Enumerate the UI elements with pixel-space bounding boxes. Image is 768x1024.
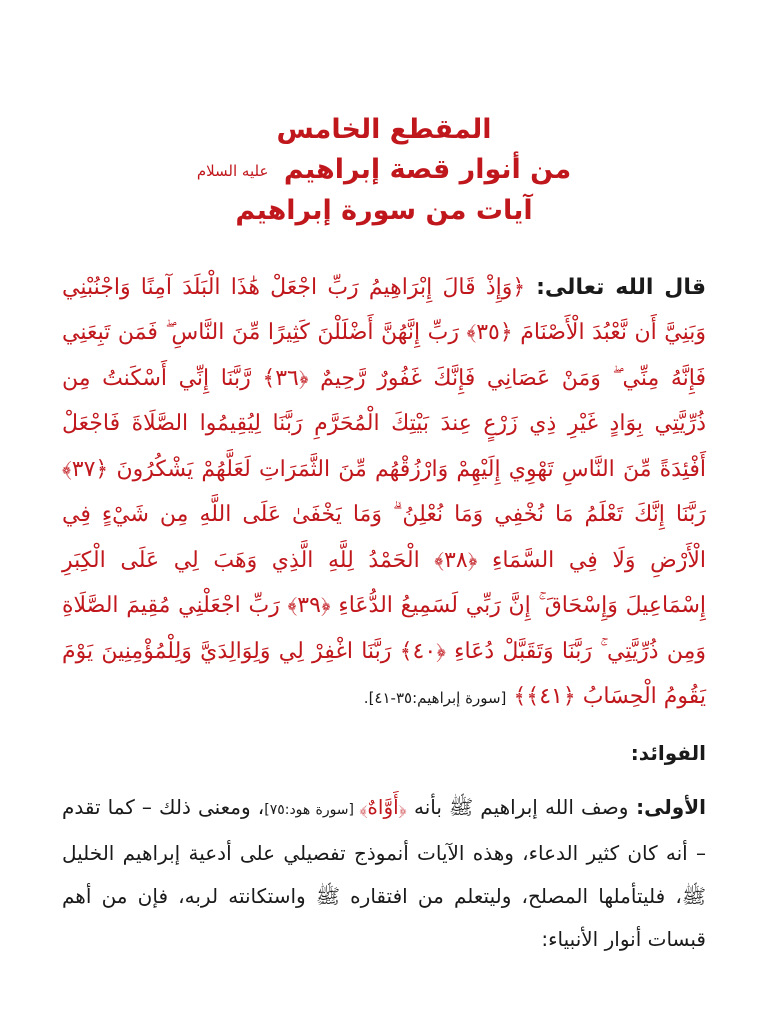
story-title-text: من أنوار قصة إبراهيم <box>283 154 572 185</box>
benefits-heading: الفوائد: <box>630 740 706 765</box>
surah-title-heading <box>62 191 706 231</box>
story-title-heading <box>62 150 706 191</box>
quran-source-citation: [سورة إبراهيم:٣٥-٤١]. <box>363 689 507 707</box>
section-number-heading <box>62 110 706 150</box>
section-title-block <box>62 110 706 231</box>
benefit-label: الأولى: <box>628 794 706 819</box>
quran-verses: ﴿وَإِذْ قَالَ إِبْرَاهِيمُ رَبِّ اجْعَلْ هَٰذَا الْبَلَدَ آمِنًا وَاجْنُبْنِي وَبَنِيَّ أَن نَّعْبُدَ الْأَصْنَامَ ﴿٣٥﴾ رَبِّ إِنَّهُنَّ أَضْلَلْنَ كَثِيرًا مِّنَ النَّاسِ ۖ فَمَن تَبِعَنِي فَإِنَّهُ مِنِّي ۖ وَمَنْ عَصَانِي فَإِنَّكَ غَفُورٌ رَّحِيمٌ ﴿٣٦﴾ رَّبَّنَا إِنِّي أَسْكَنتُ مِن ذُرِّيَّتِي بِوَادٍ غَيْرِ ذِي زَرْعٍ عِندَ بَيْتِكَ الْمُحَرَّمِ رَبَّنَا لِيُقِيمُوا الصَّلَاةَ فَاجْعَلْ أَفْئِدَةً مِّنَ النَّاسِ تَهْوِي إِلَيْهِمْ وَارْزُقْهُم مِّنَ الثَّمَرَاتِ لَعَلَّهُمْ يَشْكُرُونَ ﴿٣٧﴾ رَبَّنَا إِنَّكَ تَعْلَمُ مَا نُخْفِي وَمَا نُعْلِنُ ۗ وَمَا يَخْفَىٰ عَلَى اللَّهِ مِن شَيْءٍ فِي الْأَرْضِ وَلَا فِي السَّمَاءِ ﴿٣٨﴾ الْحَمْدُ لِلَّهِ الَّذِي وَهَبَ لِي عَلَى الْكِبَرِ إِسْمَاعِيلَ وَإِسْحَاقَ ۚ إِنَّ رَبِّي لَسَمِيعُ الدُّعَاءِ ﴿٣٩﴾ رَبِّ اجْعَلْنِي مُقِيمَ الصَّلَاةِ وَمِن ذُرِّيَّتِي ۚ رَبَّنَا وَتَقَبَّلْ دُعَاءِ ﴿٤٠﴾ رَبَّنَا اغْفِرْ لِي وَلِوَالِدَيَّ وَلِلْمُؤْمِنِينَ يَوْمَ يَقُومُ الْحِسَابُ ﴿٤١﴾﴾ <box>62 274 706 709</box>
benefit-text-part2: ، ومعنى ذلك – كما تقدم – أنه كان كثير الدعاء، وهذه الآيات أنموذج تفصيلي على أدعية إبراهيم الخليل ﷺ، فليتأملها المصلح، وليتعلم من افتقاره ﷺ واستكانته لربه، فإن من أهم قبسات أنوار الأنبياء: <box>62 794 706 951</box>
benefit-paragraph-first <box>62 786 706 961</box>
benefit-text-part1: وصف الله إبراهيم ﷺ بأنه <box>406 794 629 819</box>
section-number-text: المقطع الخامس <box>276 114 492 145</box>
quran-lead-text: قال الله تعالى: <box>525 274 706 300</box>
benefit-quote: ﴿أَوَّاهٌ﴾ <box>359 794 407 819</box>
surah-title-text: آيات من سورة إبراهيم <box>235 194 533 226</box>
honorific-glyph: عليه السلام <box>196 161 269 180</box>
benefit-citation: [سورة هود:٧٥] <box>264 801 360 818</box>
quran-passage <box>62 265 706 722</box>
